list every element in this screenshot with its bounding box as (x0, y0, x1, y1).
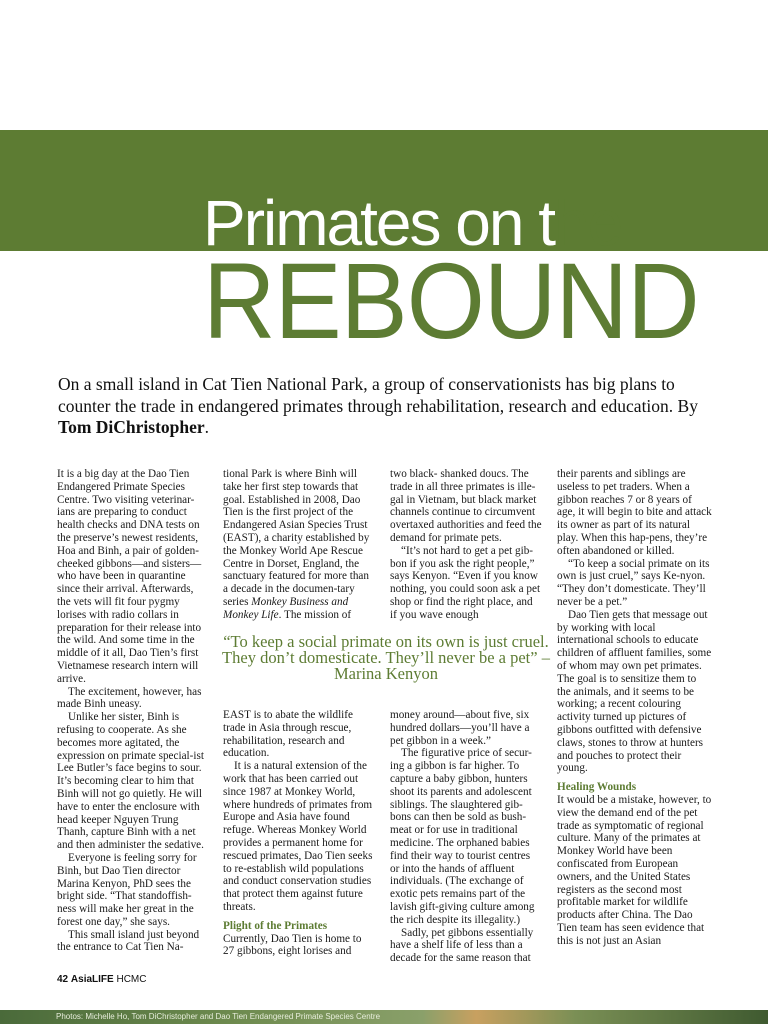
page-footer (57, 974, 146, 985)
paragraph: money around—about five, six hundred dollars—you’ll have a pet gibbon in a week.” (390, 709, 530, 747)
edition-label: HCMC (116, 974, 147, 985)
paragraph-text: tional Park is where Binh will take her first step towards that goal. Established in 2008, Dao Tien is the first project of the Endangered Asian Species Trust (EAST), a charity established by the Monkey World Ape Rescue Centre in Dorset, England, the sanctuary featured for more than a decade in the documen-tary series (223, 468, 370, 608)
paragraph: The excitement, however, has made Binh uneasy. (57, 685, 202, 711)
pull-quote: “To keep a social primate on its own is just cruel. They don’t domesticate. They’ll never be a pet” – Marina Kenyon (222, 632, 550, 683)
standfirst (58, 374, 718, 439)
subheading: Healing Wounds (557, 781, 637, 794)
title-line-1-white: Primates on t (203, 187, 555, 259)
paragraph: Sadly, pet gibbons essentially have a shelf life of less than a decade for the same reason that (390, 926, 534, 965)
article-column-3-top (390, 468, 542, 622)
photo-strip (0, 1010, 768, 1024)
paragraph: EAST is to abate the wildlife trade in Asia through rescue, rehabilitation, research and education. (223, 709, 353, 760)
paragraph: two black- shanked doucs. The trade in all three primates is ille-gal in Vietnam, but black market channels continue to circumvent overtaxed authorities and feed the demand for primate pets. (390, 468, 542, 544)
paragraph (223, 468, 375, 622)
paragraph: their parents and siblings are useless to pet traders. When a gibbon reaches 7 or 8 years of age, it will begin to bite and attack its owner as part of its natural play. When this hap-pens, they’re often abandoned or killed. (557, 468, 712, 557)
paragraph: Dao Tien gets that message out by working with local international schools to educate children of affluent families, some of whom may own pet primates. The goal is to sensitize them to the animals, and it seems to be working; a recent colouring activity turned up pictures of gibbons outfitted with defensive claws, stones to throw at hunters and pouches to protect their young. (557, 608, 712, 775)
standfirst-text: On a small island in Cat Tien National Park, a group of conservationists has big plans to counter the trade in endangered primates through rehabilitation, research and education. By (58, 374, 698, 416)
series-title: Monkey Business and Monkey Life (223, 595, 349, 621)
paragraph: Everyone is feeling sorry for Binh, but Dao Tien director Marina Kenyon, PhD sees the bright side. “That standoffish-ness will make her great in the forest one day,” she says. (57, 851, 197, 928)
page-number: 42 (57, 974, 69, 985)
article-column-1 (57, 468, 207, 954)
title-line-2: REBOUND (203, 240, 699, 361)
paragraph: It would be a mistake, however, to view the demand end of the pet trade as symptomatic of regional culture. Many of the primates at Monkey World have been confiscated from European owners, and the United States registers as the second most profitable market for wildlife products after China. The Dao Tien team has seen evidence that this is not just an Asian (557, 793, 712, 947)
paragraph: Currently, Dao Tien is home to 27 gibbons, eight lorises and (223, 932, 362, 958)
article-column-4 (557, 468, 712, 947)
paragraph: This small island just beyond the entrance to Cat Tien Na- (57, 928, 200, 954)
paragraph: It is a natural extension of the work that has been carried out since 1987 at Monkey World, where hundreds of primates from Europe and Asia have found refuge. Whereas Monkey World provides a permanent home for rescued primates, Dao Tien seeks to re-establish wild populations and conduct conservation studies that protect them against future threats. (223, 760, 373, 913)
article-column-2-top (223, 468, 375, 622)
photo-credit: Photos: Michelle Ho, Tom DiChristopher and Dao Tien Endangered Primate Species Centre (56, 1012, 381, 1021)
paragraph: “To keep a social primate on its own is just cruel,” says Ke-nyon. “They don’t domesticate. They’ll never be a pet.” (557, 557, 710, 608)
paragraph: It is a big day at the Dao Tien Endangered Primate Species Centre. Two visiting veterinar-ians are preparing to conduct health checks and DNA tests on the preserve’s newest residents, Hoa and Binh, a pair of golden-cheeked gibbons—and sisters—who have been in quarantine since their arrival. Afterwards, the vets will fit four pygmy lorises with radio collars in preparation for their release into the wild. And some time in the middle of it all, Dao Tien’s first Vietnamese research intern will arrive. (57, 468, 202, 685)
article-column-3-bottom (390, 709, 542, 965)
title-line-1-green: he (554, 187, 622, 259)
byline-author: Tom DiChristopher (58, 417, 205, 437)
article-column-2-bottom (223, 709, 375, 958)
paragraph-text: . The mission of (278, 608, 352, 621)
paragraph: The figurative price of secur-ing a gibbon is far higher. To capture a baby gibbon, hunters shoot its parents and adolescent siblings. The slaughtered gib-bons can then be sold as bush-meat or for use in traditional medicine. The orphaned babies find their way to tourist centres or into the hands of affluent individuals. (The exchange of exotic pets remains part of the lavish gift-giving culture among the rich despite its illegality.) (390, 747, 535, 926)
magazine-brand: AsiaLIFE (70, 974, 114, 985)
standfirst-end: . (204, 417, 210, 437)
paragraph: “It’s not hard to get a pet gib-bon if you ask the right people,” says Kenyon. “Even if you know nothing, you could soon ask a pet shop or find the right place, and if you wave enough (390, 544, 541, 621)
subheading: Plight of the Primates (223, 919, 328, 932)
paragraph: Unlike her sister, Binh is refusing to cooperate. As she becomes more agitated, the expression on primate special-ist Lee Butler’s face begins to sour. It’s becoming clear to him that Binh will not go quietly. He will have to enter the enclosure with head keeper Nguyen Trung Thanh, capture Binh with a net and then administer the sedative. (57, 711, 204, 852)
